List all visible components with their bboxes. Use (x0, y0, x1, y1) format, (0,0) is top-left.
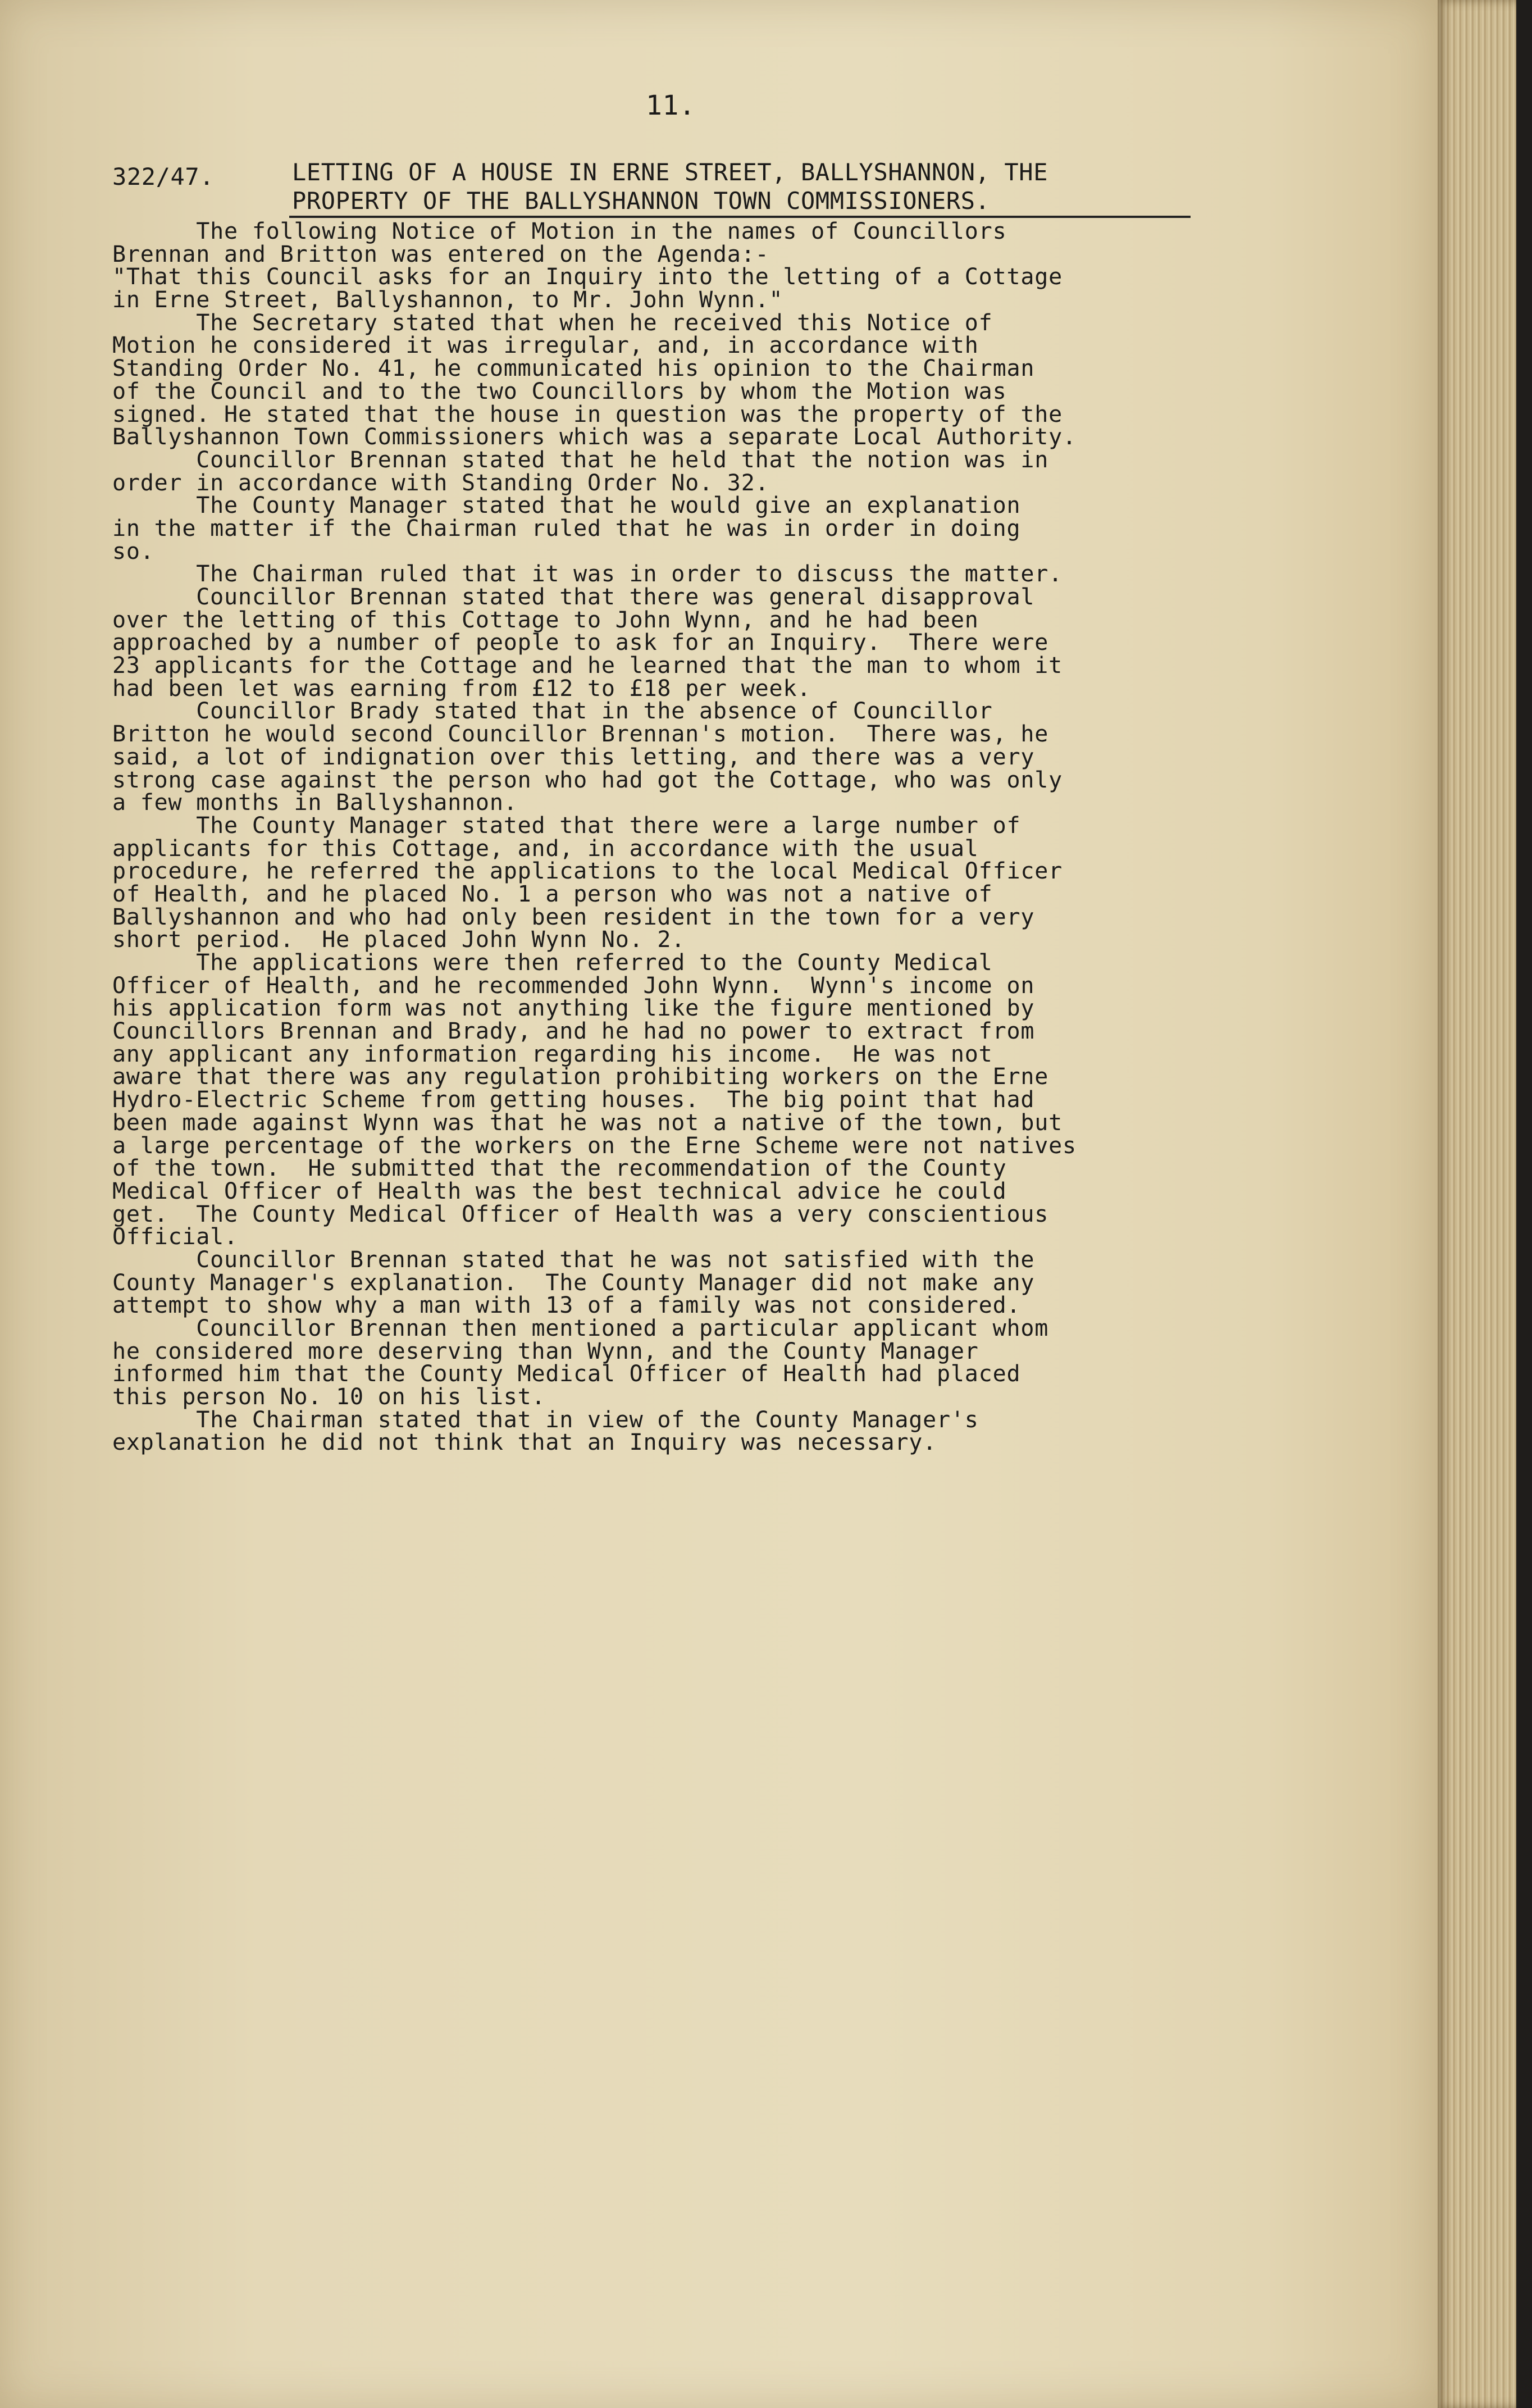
body-line: The Chairman ruled that it was in order to discuss the matter. (112, 561, 1063, 588)
body-line: The following Notice of Motion in the names of Councillors (112, 219, 1007, 244)
body-line: he considered more deserving than Wynn, and the County Manager (112, 1338, 979, 1364)
body-line: Councillor Brennan stated that he held that the notion was in (112, 447, 1049, 473)
body-line: any applicant any information regarding his income. He was not (112, 1041, 993, 1067)
body-line: signed. He stated that the house in question was the property of the (112, 401, 1063, 427)
body-line: informed him that the County Medical Officer of Health had placed (112, 1361, 1021, 1387)
body-line: Britton he would second Councillor Brennan's motion. There was, he (112, 721, 1049, 748)
body-line: short period. He placed John Wynn No. 2. (112, 927, 686, 953)
body-line: The Chairman stated that in view of the County Manager's (112, 1406, 979, 1433)
body-line: applicants for this Cottage, and, in accordance with the usual (112, 835, 979, 862)
minute-heading-line-1: LETTING OF A HOUSE IN ERNE STREET, BALLYSHANNON, THE (292, 158, 1048, 186)
body-line: Councillor Brennan stated that he was not satisfied with the (112, 1246, 1035, 1273)
body-line: aware that there was any regulation prohibiting workers on the Erne (112, 1064, 1049, 1090)
book-binding (1516, 0, 1532, 2408)
body-line: attempt to show why a man with 13 of a family was not considered. (112, 1292, 1021, 1319)
body-line: get. The County Medical Officer of Health was a very conscientious (112, 1201, 1049, 1227)
body-line: procedure, he referred the applications to the local Medical Officer (112, 858, 1063, 885)
body-line: Motion he considered it was irregular, and, in accordance with (112, 333, 979, 359)
body-line: The Secretary stated that when he received this Notice of (112, 309, 993, 336)
body-line: been made against Wynn was that he was not a native of the town, but (112, 1109, 1063, 1136)
body-line: Medical Officer of Health was the best technical advice he could (112, 1178, 1007, 1204)
body-line: Councillor Brennan then mentioned a particular applicant whom (112, 1315, 1049, 1341)
body-line: explanation he did not think that an Inquiry was necessary. (112, 1430, 937, 1456)
body-line: said, a lot of indignation over this letting, and there was a very (112, 744, 1035, 770)
body-line: approached by a number of people to ask for an Inquiry. There were (112, 630, 1049, 656)
body-line: order in accordance with Standing Order No. 32. (112, 470, 769, 496)
body-line: this person No. 10 on his list. (112, 1384, 546, 1410)
heading-underline (289, 216, 1191, 218)
body-line: Ballyshannon Town Commissioners which was a separate Local Authority. (112, 424, 1077, 450)
body-line: in Erne Street, Ballyshannon, to Mr. John Wynn." (112, 287, 783, 313)
body-line: Councillor Brady stated that in the absence of Councillor (112, 698, 993, 725)
body-line: Councillor Brennan stated that there was general disapproval (112, 584, 1035, 610)
body-line: strong case against the person who had got the Cottage, who was only (112, 767, 1063, 793)
body-line: "That this Council asks for an Inquiry into the letting of a Cottage (112, 264, 1063, 290)
body-line: Councillors Brennan and Brady, and he had no power to extract from (112, 1018, 1035, 1045)
minute-heading-line-2: PROPERTY OF THE BALLYSHANNON TOWN COMMISSIONERS. (292, 187, 990, 215)
body-line: The County Manager stated that he would give an explanation (112, 493, 1021, 519)
minute-body (112, 220, 1415, 1454)
body-line: Hydro-Electric Scheme from getting houses. The big point that had (112, 1087, 1035, 1113)
body-line: Ballyshannon and who had only been resident in the town for a very (112, 904, 1035, 930)
body-line: County Manager's explanation. The County Manager did not make any (112, 1269, 1035, 1296)
body-line: of the town. He submitted that the recommendation of the County (112, 1155, 1007, 1182)
body-line: Brennan and Britton was entered on the Agenda:- (112, 241, 769, 267)
body-line: his application form was not anything like the figure mentioned by (112, 995, 1035, 1022)
body-line: of Health, and he placed No. 1 a person who was not a native of (112, 881, 993, 907)
minute-number: 322/47. (112, 163, 215, 190)
body-line: so. (112, 538, 154, 565)
body-line: a few months in Ballyshannon. (112, 790, 518, 816)
body-line: Standing Order No. 41, he communicated his opinion to the Chairman (112, 356, 1035, 382)
body-line: The applications were then referred to the County Medical (112, 950, 993, 976)
body-line: a large percentage of the workers on the Erne Scheme were not natives (112, 1132, 1077, 1159)
body-line: in the matter if the Chairman ruled that he was in order in doing (112, 515, 1021, 541)
body-line: Official. (112, 1224, 238, 1250)
body-line: over the letting of this Cottage to John Wynn, and he had been (112, 607, 979, 633)
body-line: 23 applicants for the Cottage and he learned that the man to whom it (112, 653, 1063, 679)
body-line: of the Council and to the two Councillors by whom the Motion was (112, 378, 1007, 404)
body-line: The County Manager stated that there were a large number of (112, 812, 1021, 839)
page-number: 11. (646, 90, 696, 121)
body-line: had been let was earning from £12 to £18 per week. (112, 675, 811, 702)
body-line: Officer of Health, and he recommended John Wynn. Wynn's income on (112, 972, 1035, 999)
